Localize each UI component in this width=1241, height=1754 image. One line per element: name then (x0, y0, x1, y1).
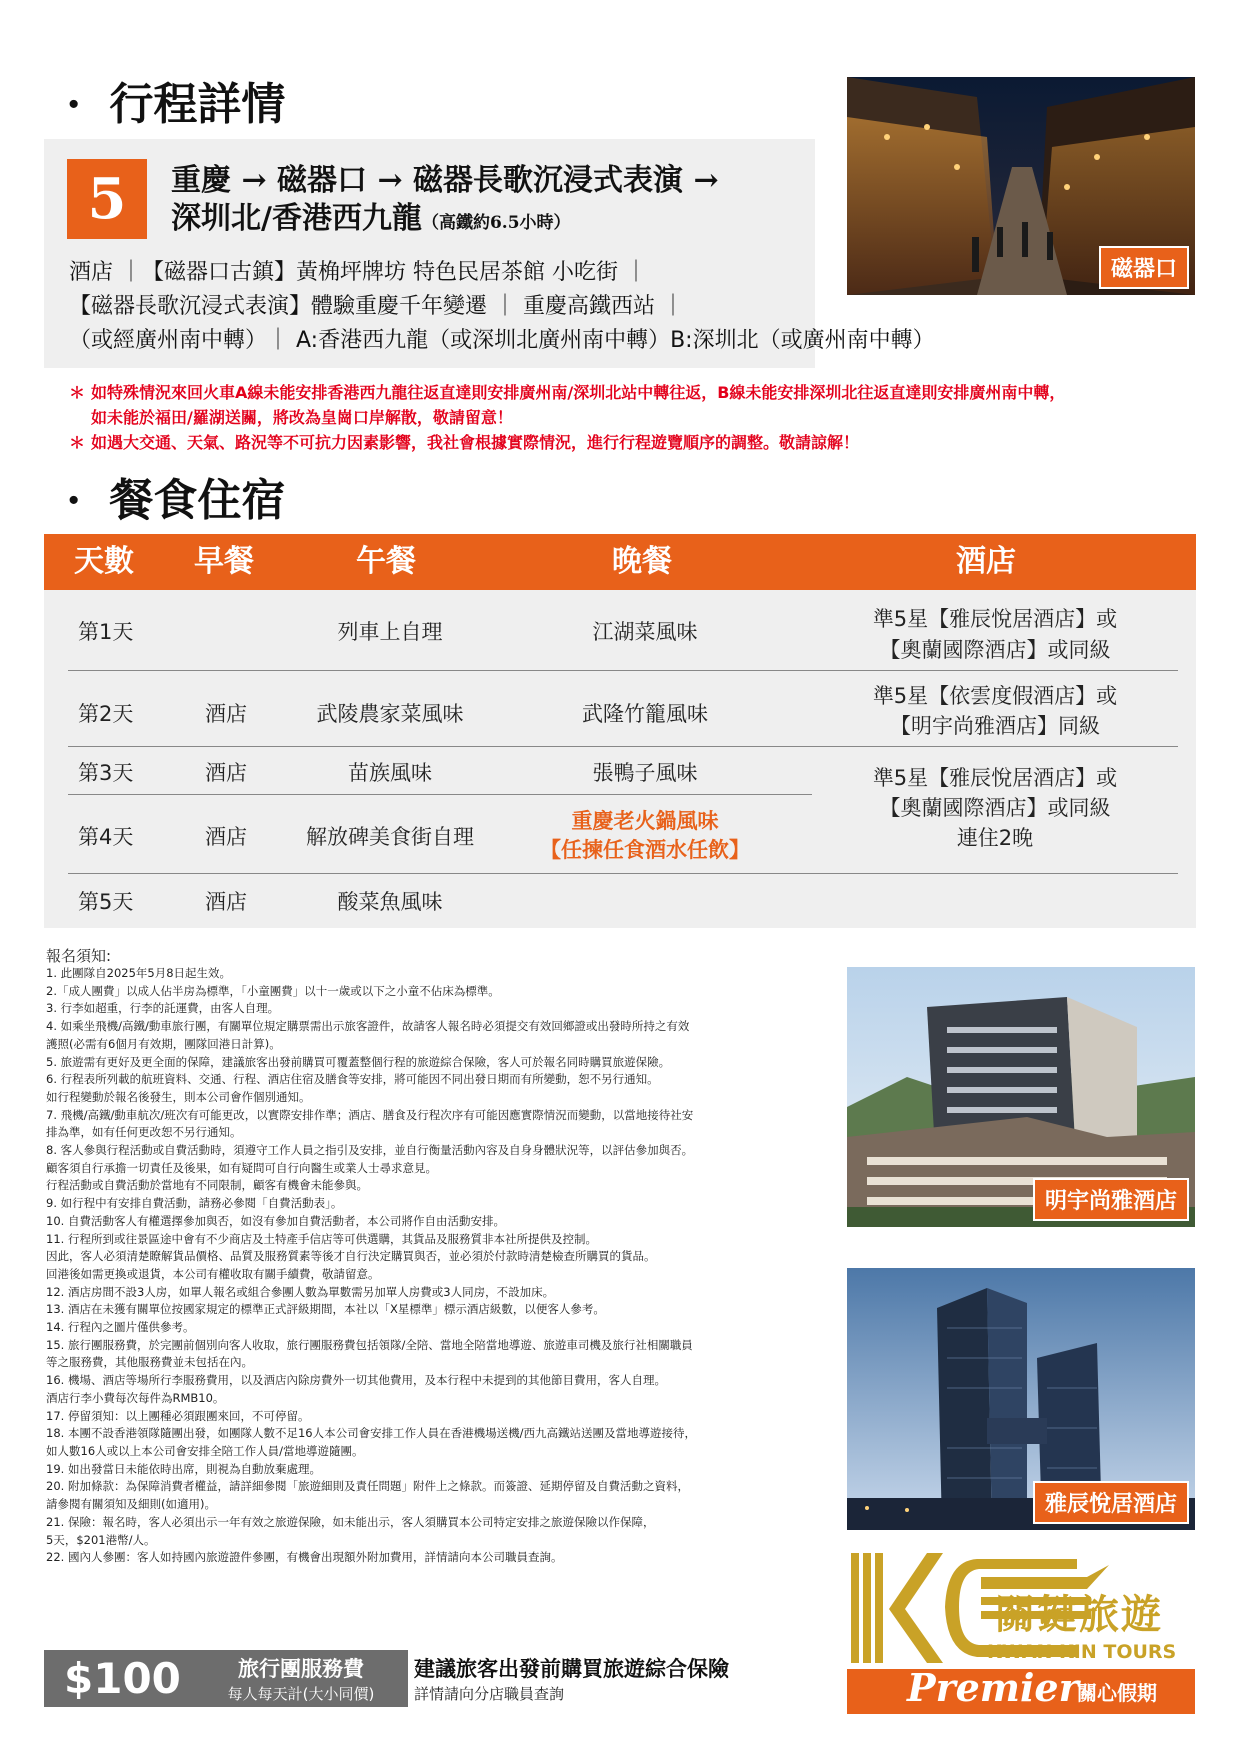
notes-line: 7. 飛機/高鐵/動車航次/班次有可能更改，以實際安排作準；酒店、膳食及行程次序有可能因應實際情況而變動，以當地接待社安 (46, 1107, 694, 1122)
header-hotel: 酒店 (956, 544, 1016, 579)
notes-line: 等之服務費，其他服務費並未包括在內。 (46, 1355, 253, 1370)
row5-day: 第5天 (78, 890, 134, 914)
row-divider (68, 670, 1178, 671)
notes-line: 如人數16人或以上本公司會安排全陪工作人員/當地導遊隨團。 (46, 1443, 364, 1458)
notes-list (46, 965, 826, 1567)
route-line-1: 重慶 → 磁器口 → 磁器長歌沉浸式表演 → (171, 163, 719, 198)
row4-breakfast: 酒店 (205, 825, 247, 849)
notes-line: 10. 自費活動客人有權選擇參加與否，如沒有參加自費活動者，本公司將作自由活動安排。 (46, 1213, 505, 1228)
notes-line: 11. 行程所到或往景區途中會有不少商店及土特產手信店等可供選購，其貨品及服務質非本社所提供及控制。 (46, 1231, 597, 1246)
day5-route (171, 162, 811, 242)
notes-line: 12. 酒店房間不設3人房，如單人報名或組合參團人數為單數需另加單人房費或3人同房，不設加床。 (46, 1284, 555, 1299)
notes-title: 報名須知: (46, 947, 112, 965)
header-day: 天數 (74, 544, 134, 579)
ciqikou-photo (847, 77, 1195, 295)
row1-lunch: 列車上自理 (337, 620, 443, 644)
row2-lunch: 武陵農家菜風味 (316, 702, 464, 726)
warning-1-cont: 如未能於福田/羅湖送關，將改為皇崗口岸解散，敬請留意！ (91, 408, 513, 427)
day5-detail-line-2: 【磁器長歌沉浸式表演】體驗重慶千年變遷 ｜ 重慶高鐵西站 ｜ (69, 294, 684, 319)
row4-dinner-line2: 【任揀任食酒水任飲】 (540, 837, 750, 862)
notes-line: 19. 如出發當日未能依時出席，則視為自動放棄處理。 (46, 1461, 321, 1476)
notes-line: 9. 如行程中有安排自費活動，請務必參閱「自費活動表」。 (46, 1196, 343, 1211)
row2-dinner: 武隆竹籠風味 (582, 702, 708, 726)
row2-breakfast: 酒店 (205, 702, 247, 726)
route-note: （高鐵約6.5小時） (421, 213, 571, 233)
hotel2-photo-label: 雅辰悅居酒店 (1033, 1481, 1189, 1524)
row5-lunch: 酸菜魚風味 (337, 890, 443, 914)
day-number-badge: 5 (67, 159, 147, 239)
row3-dinner: 張鴨子風味 (592, 761, 698, 785)
warning-2: ＊ 如遇大交通、天氣、路況等不可抗力因素影響，我社會根據實際情況，進行行程遊覽順序的調整。敬請諒解！ (69, 433, 860, 452)
service-fee-subtitle: 每人每天計(大小同價) (227, 1685, 375, 1703)
row3-breakfast: 酒店 (205, 761, 247, 785)
row1-dinner: 江湖菜風味 (592, 620, 698, 644)
notes-line: 排為準，如有任何更改恕不另行通知。 (46, 1125, 242, 1140)
service-fee-title: 旅行團服務費 (238, 1656, 364, 1681)
service-fee-bar (44, 1650, 408, 1707)
row-divider (68, 746, 1178, 747)
meals-heading: · 餐食住宿 (66, 475, 286, 526)
notes-line: 6. 行程表所列載的航班資料、交通、行程、酒店住宿及膳食等安排，將可能因不同出發日期而有所變動，恕不另行通知。 (46, 1072, 659, 1087)
logo-chinese-name: 關鍵旅遊 (995, 1591, 1163, 1638)
row1-day: 第1天 (78, 620, 134, 644)
notes-line: 18. 本團不設香港領隊隨團出發，如團隊人數不足16人本公司會安排工作人員在香港機場送機/西九高鐵站送團及當地導遊接待， (46, 1426, 696, 1441)
notes-line: 20. 附加條款：為保障消費者權益，請詳細參閱「旅遊細則及責任問題」附件上之條款。而簽證、延期停留及自費活動之資料， (46, 1479, 689, 1494)
meal-table-header (44, 534, 1196, 590)
notes-line: 2.「成人團費」以成人佔半房為標準，「小童團費」以十一歲或以下之小童不佔床為標準。 (46, 983, 500, 998)
notes-line: 請參閱有關須知及細則(如適用)。 (46, 1497, 216, 1512)
row1-hotel-line1: 準5星【雅辰悅居酒店】或 (872, 607, 1118, 631)
header-dinner: 晚餐 (612, 544, 672, 579)
notes-line: 行程活動或自費活動於當地有不同限制，顧客有機會未能參與。 (46, 1178, 368, 1193)
notes-line: 15. 旅行團服務費，於完團前個別向客人收取，旅行團服務費包括領隊/全陪、當地全陪當地導遊、旅遊車司機及旅行社相關職員 (46, 1337, 693, 1352)
notes-line: 3. 行李如超重，行李的託運費，由客人自理。 (46, 1001, 280, 1016)
insurance-subtitle: 詳情請向分店職員查詢 (414, 1685, 565, 1703)
row-divider (68, 873, 1178, 874)
notes-line: 護照(必需有6個月有效期，團隊回港日計算)。 (46, 1036, 281, 1051)
notes-line: 13. 酒店在未獲有關單位按國家規定的標準正式評級期間，本社以「X星標準」標示酒店級數，以便客人參考。 (46, 1302, 605, 1317)
row4-lunch: 解放碑美食街自理 (306, 825, 474, 849)
header-lunch: 午餐 (356, 544, 416, 579)
logo-tagline: 關心假期 (1077, 1681, 1157, 1705)
itinerary-heading: · 行程詳情 (66, 79, 286, 130)
hotel1-photo-label: 明宇尚雅酒店 (1033, 1178, 1189, 1221)
row3-hotel-line3: 連住2晚 (956, 826, 1034, 850)
header-breakfast: 早餐 (194, 544, 254, 579)
row-divider (68, 794, 812, 795)
notes-line: 17. 停留須知：以上團種必須跟團來回，不可停留。 (46, 1408, 310, 1423)
hotel2-photo (847, 1268, 1195, 1530)
logo-premier: Premier (907, 1665, 1079, 1710)
row2-hotel-line1: 準5星【依雲度假酒店】或 (872, 684, 1118, 708)
notes-line: 21. 保險：報名時，客人必須出示一年有效之旅遊保險，如未能出示，客人須購買本公司特定安排之旅遊保險以作保障， (46, 1514, 655, 1529)
notes-line: 酒店行李小費每次每件為RMB10。 (46, 1390, 225, 1405)
day5-detail-line-3: （或經廣州南中轉）｜ A:香港西九龍（或深圳北廣州南中轉）B:深圳北（或廣州南中轉） (69, 328, 935, 353)
row4-day: 第4天 (78, 825, 134, 849)
warning-1: ＊ 如特殊情況來回火車A線未能安排香港西九龍往返直達則安排廣州南/深圳北站中轉往返，B線未能安排深圳北往返直達則安排廣州南中轉， (69, 383, 1066, 402)
service-fee-amount: $100 (64, 1654, 181, 1703)
row2-hotel-line2: 【明宇尚雅酒店】同級 (890, 714, 1100, 738)
kwan-kin-logo (847, 1549, 1195, 1714)
day5-detail-line-1: 酒店 ｜【磁器口古鎮】黃桷坪牌坊 特色民居茶館 小吃街 ｜ (69, 260, 647, 285)
notes-line: 14. 行程內之圖片僅供參考。 (46, 1320, 195, 1335)
notes-line: 22. 國內人參團：客人如持國內旅遊證件參團，有機會出現額外附加費用，詳情請向本公司職員查詢。 (46, 1550, 563, 1565)
hotel1-photo (847, 967, 1195, 1227)
notes-line: 5. 旅遊需有更好及更全面的保障，建議旅客出發前購買可覆蓋整個行程的旅遊綜合保險，客人可於報名同時購買旅遊保險。 (46, 1054, 671, 1069)
row3-day: 第3天 (78, 761, 134, 785)
notes-line: 4. 如乘坐飛機/高鐵/動車旅行團，有關單位規定購票需出示旅客證件，故請客人報名時必須提交有效回鄉證或出發時所持之有效 (46, 1019, 690, 1034)
notes-line: 因此，客人必須清楚瞭解貨品價格、品質及服務質素等後才自行決定購買與否，並必須於付款時清楚檢查所購買的貨品。 (46, 1249, 656, 1264)
row5-breakfast: 酒店 (205, 890, 247, 914)
notes-line: 回港後如需更換或退貨，本公司有權收取有關手續費，敬請留意。 (46, 1266, 380, 1281)
notes-line: 5天，$201港幣/人。 (46, 1532, 156, 1547)
notes-line: 顧客須自行承擔一切責任及後果，如有疑問可自行向醫生或業人士尋求意見。 (46, 1160, 437, 1175)
notes-line: 如行程變動於報名後發生，則本公司會作個別通知。 (46, 1089, 311, 1104)
row1-hotel-line2: 【奧蘭國際酒店】或同級 (879, 638, 1111, 662)
row3-hotel-line1: 準5星【雅辰悅居酒店】或 (872, 766, 1118, 790)
insurance-title: 建議旅客出發前購買旅遊綜合保險 (414, 1656, 729, 1681)
notes-line: 16. 機場、酒店等場所行李服務費用，以及酒店內除房費外一切其他費用，及本行程中未提到的其他節目費用，客人自理。 (46, 1373, 666, 1388)
logo-english-name: KWAN KIN TOURS (987, 1641, 1177, 1663)
row3-lunch: 苗族風味 (348, 761, 432, 785)
row4-dinner-line1: 重慶老火鍋風味 (571, 808, 719, 833)
notes-line: 8. 客人參與行程活動或自費活動時，須遵守工作人員之指引及安排，並自行衡量活動內容及自身身體狀況等，以評估參加與否。 (46, 1143, 694, 1158)
route-line-2: 深圳北/香港西九龍（高鐵約6.5小時） (171, 201, 571, 236)
notes-line: 1. 此團隊自2025年5月8日起生效。 (46, 966, 232, 980)
ciqikou-photo-label: 磁器口 (1099, 246, 1189, 289)
row3-hotel-line2: 【奧蘭國際酒店】或同級 (879, 796, 1111, 820)
row2-day: 第2天 (78, 702, 134, 726)
